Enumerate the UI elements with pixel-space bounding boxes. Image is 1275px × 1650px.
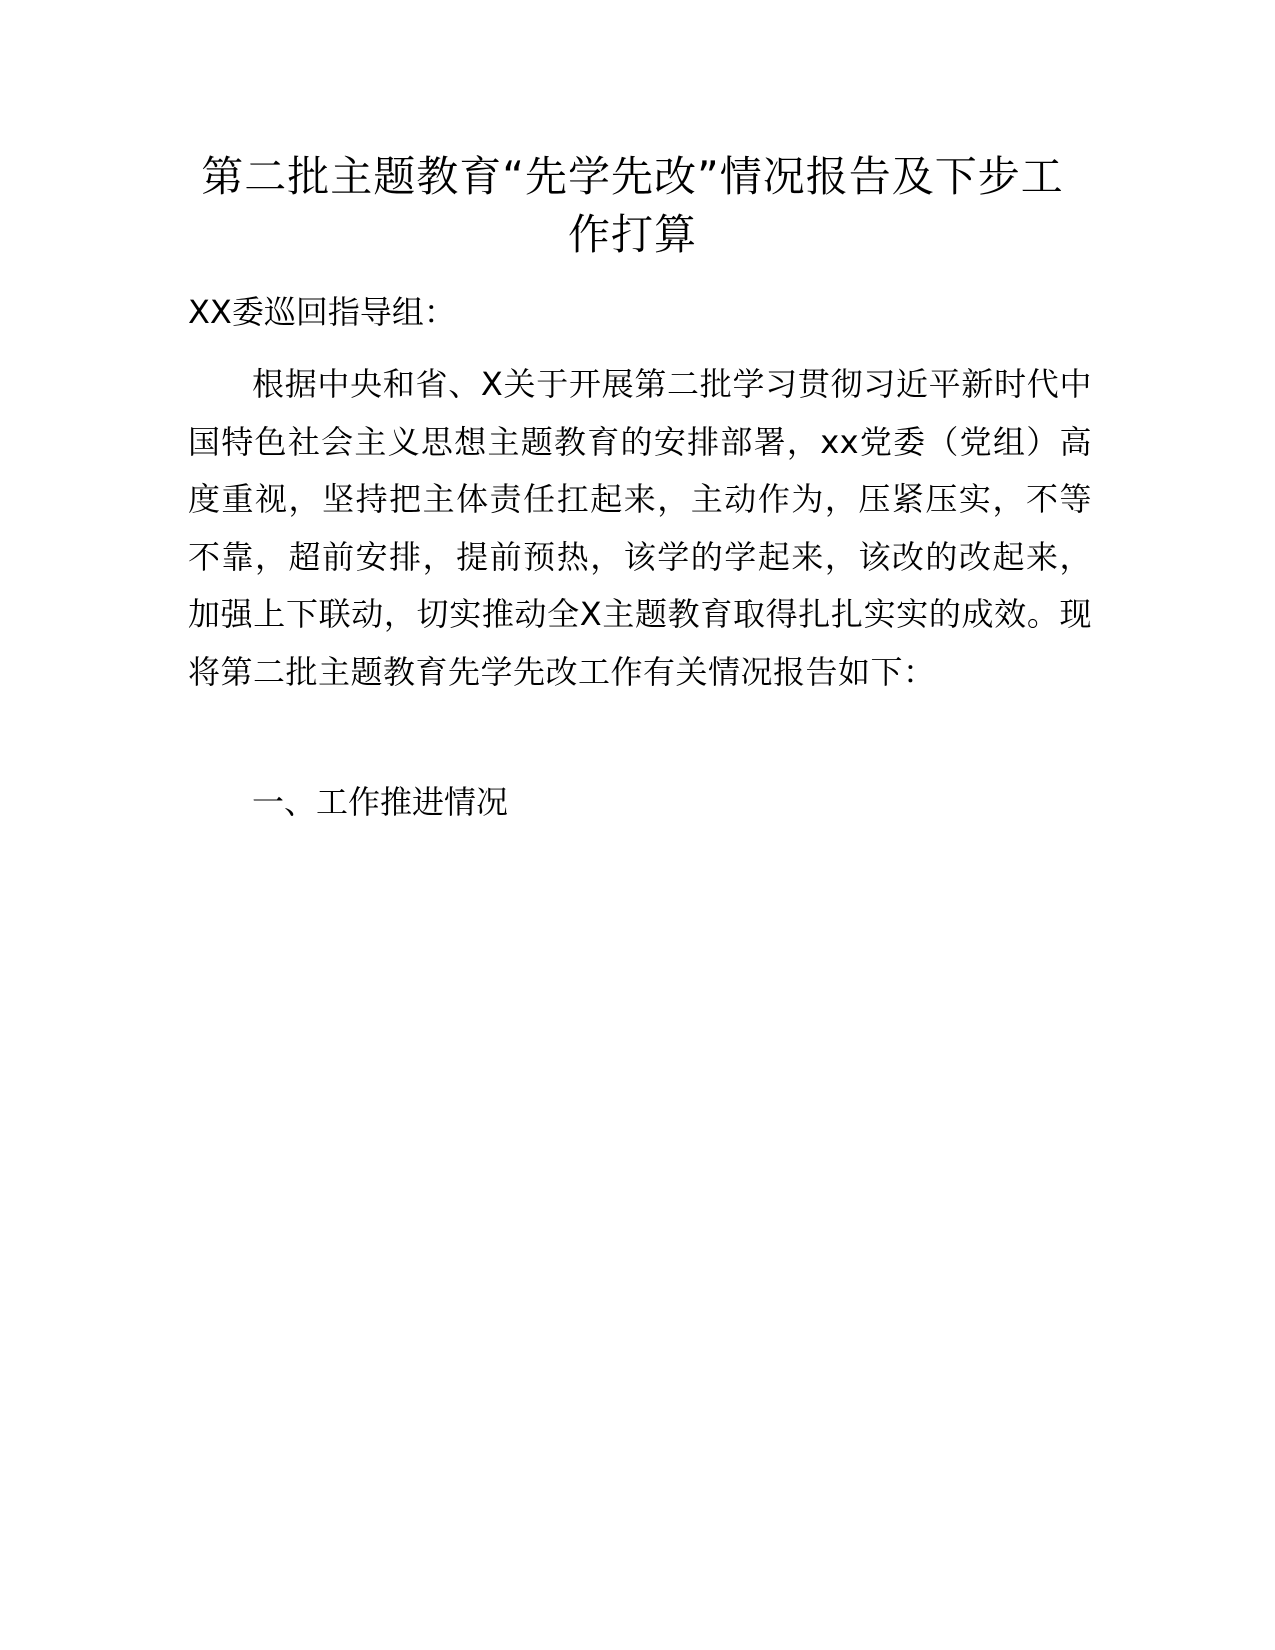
salutation: XX委巡回指导组： <box>188 293 456 331</box>
section-heading: 一、工作推进情况 <box>252 783 509 821</box>
document-title: 第二批主题教育“先学先改”情况报告及下步工作打算 <box>201 152 1064 259</box>
body-paragraph: 根据中央和省、X关于开展第二批学习贯彻习近平新时代中国特色社会主义思想主题教育的安排部署，xx党委（党组）高度重视，坚持把主体责任扛起来，主动作为，压紧压实，不等不靠，超前安排，提前预热，该学的学起来，该改的改起来，加强上下联动，切实推动全X主题教育取得扎扎实实的成效。现将第二批主题教育先学先改工作有关情况报告如下： <box>188 365 1092 691</box>
